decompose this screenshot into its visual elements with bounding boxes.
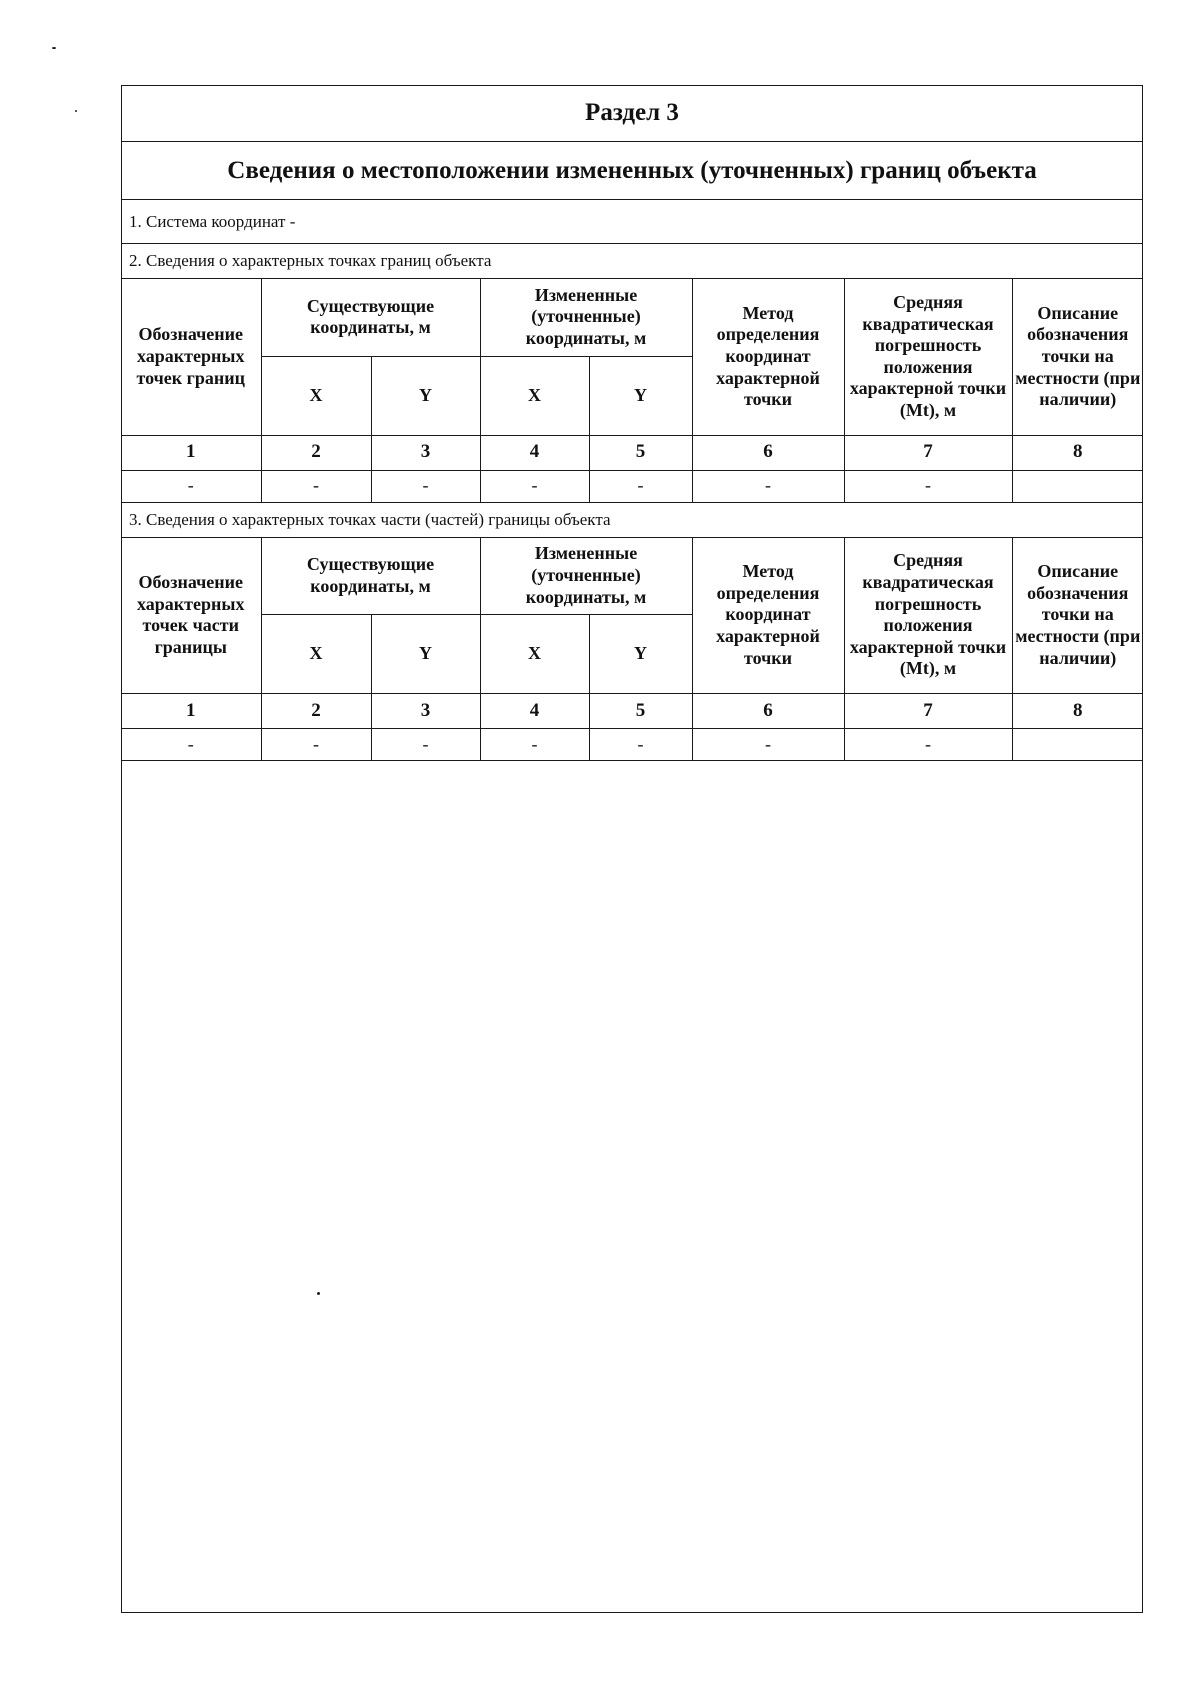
table-cell: -: [121, 470, 261, 502]
header-existing-x: X: [261, 615, 371, 694]
header-existing-y: Y: [371, 356, 480, 435]
header-method: Метод определения координат характерной точки: [692, 538, 844, 694]
table-cell: -: [480, 470, 589, 502]
scan-speck: [75, 110, 77, 112]
header-existing-y: Y: [371, 615, 480, 694]
header-existing-coordinates: Существующие координаты, м: [261, 538, 480, 615]
column-number: 7: [844, 694, 1012, 729]
table-cell: -: [589, 470, 692, 502]
header-changed-x: X: [480, 615, 589, 694]
header-changed-x: X: [480, 356, 589, 435]
header-changed-y: Y: [589, 356, 692, 435]
boundary-points-table: [121, 279, 1143, 503]
table-cell: -: [121, 729, 261, 761]
header-description: Описание обозначения точки на местности (при наличии): [1012, 538, 1143, 694]
column-number-row: [121, 435, 1143, 470]
table-cell: -: [371, 470, 480, 502]
table-cell: [1012, 729, 1143, 761]
table-row: [121, 470, 1143, 502]
page-title: Сведения о местоположении измененных (уточненных) границ объекта: [121, 142, 1143, 200]
column-number: 1: [121, 435, 261, 470]
coordinate-system-line: 1. Система координат -: [121, 200, 1143, 244]
table-cell: -: [844, 470, 1012, 502]
table-cell: -: [261, 470, 371, 502]
column-number: 5: [589, 694, 692, 729]
column-number: 6: [692, 435, 844, 470]
column-number: 3: [371, 694, 480, 729]
column-number: 3: [371, 435, 480, 470]
table-cell: -: [371, 729, 480, 761]
column-number: 4: [480, 694, 589, 729]
column-number: 5: [589, 435, 692, 470]
column-number: 6: [692, 694, 844, 729]
table-cell: -: [261, 729, 371, 761]
column-number: 2: [261, 435, 371, 470]
column-number: 2: [261, 694, 371, 729]
table-cell: -: [844, 729, 1012, 761]
section-label: Раздел 3: [121, 85, 1143, 142]
column-number: 8: [1012, 694, 1143, 729]
table2-heading: 3. Сведения о характерных точках части (частей) границы объекта: [121, 503, 1143, 538]
column-number: 7: [844, 435, 1012, 470]
boundary-part-points-table: [121, 538, 1143, 762]
table1-heading: 2. Сведения о характерных точках границ объекта: [121, 244, 1143, 279]
column-number: 4: [480, 435, 589, 470]
header-point-designation: Обозначение характерных точек границ: [121, 279, 261, 435]
table-cell: [1012, 470, 1143, 502]
column-number: 1: [121, 694, 261, 729]
table-row: [121, 729, 1143, 761]
document-body: [121, 85, 1143, 761]
table-cell: -: [589, 729, 692, 761]
header-mean-square-error: Средняя квадратическая погрешность положения характерной точки (Mt), м: [844, 279, 1012, 435]
header-changed-coordinates: Измененные (уточненные) координаты, м: [480, 279, 692, 356]
header-mean-square-error: Средняя квадратическая погрешность положения характерной точки (Mt), м: [844, 538, 1012, 694]
header-method: Метод определения координат характерной точки: [692, 279, 844, 435]
header-changed-y: Y: [589, 615, 692, 694]
header-description: Описание обозначения точки на местности (при наличии): [1012, 279, 1143, 435]
table-cell: -: [480, 729, 589, 761]
table-cell: -: [692, 470, 844, 502]
column-number: 8: [1012, 435, 1143, 470]
table-cell: -: [692, 729, 844, 761]
header-existing-coordinates: Существующие координаты, м: [261, 279, 480, 356]
header-existing-x: X: [261, 356, 371, 435]
column-number-row: [121, 694, 1143, 729]
scan-speck: [52, 47, 56, 49]
header-point-designation: Обозначение характерных точек части границы: [121, 538, 261, 694]
header-changed-coordinates: Измененные (уточненные) координаты, м: [480, 538, 692, 615]
